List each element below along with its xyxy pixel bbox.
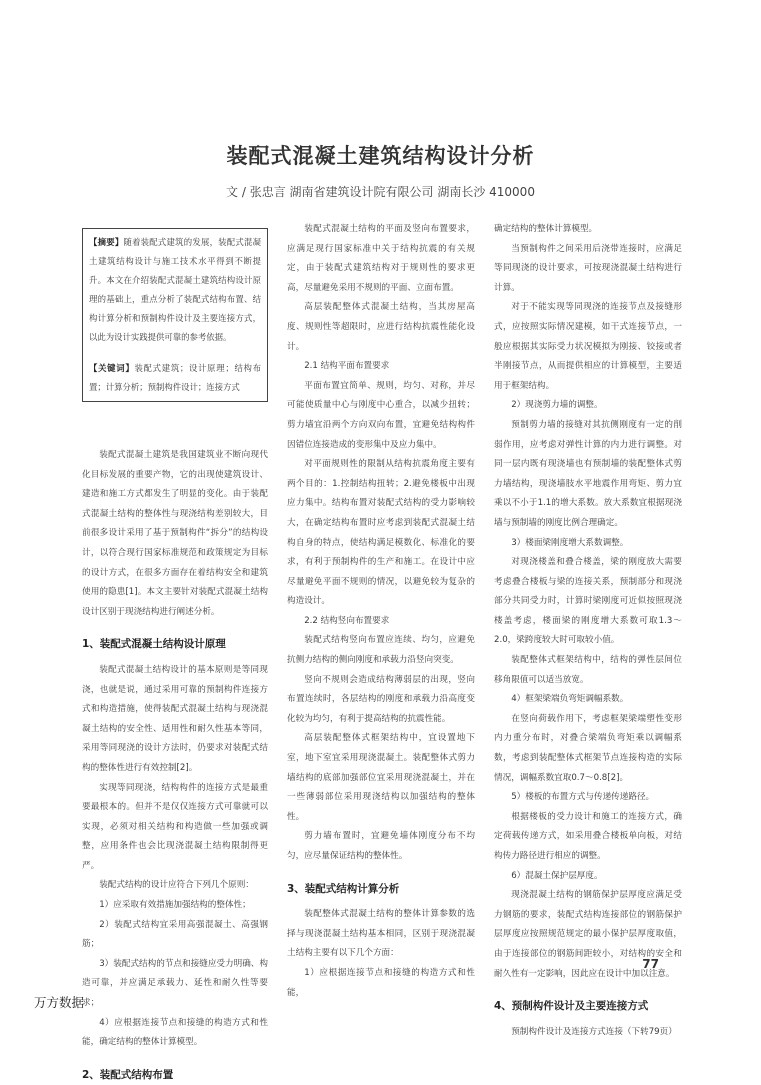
body-paragraph: 装配式结构的设计应符合下列几个原则： bbox=[99, 880, 254, 891]
list-item: 1）应采取有效措施加强结构的整体性； bbox=[99, 900, 251, 911]
body-paragraph: 高层装配整体式框架结构中，宜设置地下室，地下室宜采用现浇混凝土。装配整体式剪力墙结构的底部加强部位宜采用现浇混凝土，并在一些薄弱部位采用现浇结构以加强结构的整体性。 bbox=[287, 733, 475, 822]
list-item: 2）现浇剪力墙的调整。 bbox=[511, 400, 603, 411]
page-number: 77 bbox=[642, 957, 659, 971]
body-paragraph: 预制剪力墙的接缝对其抗侧刚度有一定的削弱作用，应考虑对弹性计算的内力进行调整。对同一层内既有现浇墙也有预制墙的装配整体式剪力墙结构，现浇墙肢水平地震作用弯矩、剪力宜乘以不小于1.1的增大系数。放大系数宜根据现浇墙与预制墙的刚度比例合理确定。 bbox=[494, 419, 682, 528]
abstract bbox=[89, 233, 261, 347]
body-paragraph: 装配式混凝土结构设计的基本原则是等同现浇，也就是说，通过采用可靠的预制构件连接方式和构造措施，使得装配式混凝土结构与现浇混凝土结构的安全性、适用性和耐久性基本等同，采用等同现浇的设计方法时，仍要求对装配式结构的整体性进行有效控制[2]。 bbox=[82, 664, 268, 773]
body-paragraph: 在竖向荷载作用下，考虑框架梁端塑性变形内力重分布时，对叠合梁端负弯矩乘以调幅系数，考虑到装配整体式框架节点连接构造的实际情况，调幅系数宜取0.7～0.8[2]。 bbox=[494, 713, 682, 783]
section-3-heading: 3、装配式结构计算分析 bbox=[287, 882, 400, 895]
subsection-heading: 2.1 结构平面布置要求 bbox=[304, 361, 390, 372]
body-paragraph: 高层装配整体式混凝土结构，当其房屋高度、规则性等超限时，应进行结构抗震性能化设计。 bbox=[287, 302, 475, 352]
author-byline: 文 / 张忠言 湖南省建筑设计院有限公司 湖南长沙 410000 bbox=[226, 185, 535, 199]
body-paragraph: 现浇混凝土结构的钢筋保护层厚度应满足受力钢筋的要求，装配式结构连接部位的钢筋保护层厚度应按照规范规定的最小保护层厚度取值，由于连接部位的钢筋间距较小，对结构的安全和耐久性有一定影响，因此应在设计中加以注意。 bbox=[494, 890, 682, 979]
keywords bbox=[89, 359, 261, 397]
section-4-heading: 4、预制构件设计及主要连接方式 bbox=[494, 1000, 649, 1013]
list-item: 6）混凝土保护层厚度。 bbox=[511, 870, 603, 881]
body-paragraph: 对现浇楼盖和叠合楼盖，梁的刚度放大需要考虑叠合楼板与梁的连接关系，预制部分和现浇部分共同受力时，计算时梁刚度可近似按照现浇楼盖考虑，楼面梁的刚度增大系数可取1.3～2.0，梁跨度较大时可取较小值。 bbox=[494, 557, 682, 646]
body-paragraph: 对平面规则性的限制从结构抗震角度主要有两个目的：1.控制结构扭转；2.避免楼板中出现应力集中。结构布置对装配式结构的受力影响较大，在确定结构布置时应考虑到装配式混凝土结构自身的特点，使结构满足模数化、标准化的要求，有利于预制构件的生产和施工。在设计中应尽量避免平面不规则的情况，以避免较为复杂的构造设计。 bbox=[287, 459, 475, 607]
abstract-label: 【摘要】 bbox=[89, 237, 124, 247]
list-item: 1）应根据连接节点和接缝的构造方式和性能， bbox=[287, 967, 475, 998]
body-paragraph: 剪力墙布置时，宜避免墙体刚度分布不均匀，应尽量保证结构的整体性。 bbox=[287, 831, 475, 861]
list-item: 5）楼板的布置方式与传递传递路径。 bbox=[511, 792, 655, 803]
source-watermark: 万方数据 bbox=[34, 995, 85, 1010]
body-paragraph: 装配整体式框架结构中，结构的弹性层间位移角限值可以适当放宽。 bbox=[494, 655, 682, 685]
column-1 bbox=[82, 220, 268, 1081]
body-paragraph: 预制构件设计及连接方式连接（下转79页） bbox=[511, 1026, 677, 1037]
list-item: 3）楼面梁刚度增大系数调整。 bbox=[511, 537, 629, 548]
list-item: 2）装配式结构宜采用高强混凝土、高强钢筋； bbox=[82, 919, 268, 950]
section-1-heading: 1、装配式混凝土结构设计原理 bbox=[82, 638, 226, 651]
body-paragraph: 确定结构的整体计算模型。 bbox=[494, 224, 598, 234]
list-item: 4）框架梁端负弯矩调幅系数。 bbox=[511, 694, 629, 705]
body-paragraph: 装配式结构竖向布置应连续、均匀，应避免抗侧力结构的侧向刚度和承载力沿竖向突变。 bbox=[287, 635, 475, 666]
body-paragraph: 平面布置宜简单、规则，均匀、对称，并尽可能使质量中心与刚度中心重合，以减少扭转；剪力墙宜沿两个方向双向布置，宜避免结构构件因错位连接造成的变形集中及应力集中。 bbox=[287, 380, 475, 450]
section-2-heading: 2、装配式结构布置 bbox=[82, 1068, 174, 1081]
article-title: 装配式混凝土建筑结构设计分析 bbox=[226, 144, 535, 168]
body-paragraph: 装配整体式混凝土结构的整体计算参数的选择与现浇混凝土结构基本相同，区别于现浇混凝土结构主要有以下几个方面： bbox=[287, 909, 475, 959]
body-paragraph: 装配式混凝土结构的平面及竖向布置要求，应满足现行国家标准中关于结构抗震的有关规定，由于装配式建筑结构对于规则性的要求更高，尽量避免采用不规则的平面、立面布置。 bbox=[287, 224, 475, 293]
abstract-text: 随着装配式建筑的发展，装配式混凝土建筑结构设计与施工技术水平得到不断提升。本文在介绍装配式混凝土建筑结构设计原理的基础上，重点分析了装配式结构布置、结构计算分析和预制构件设计及主要连接方式，以此为设计实践提供可靠的参考依据。 bbox=[89, 237, 262, 342]
abstract-box bbox=[82, 228, 268, 402]
intro-paragraph: 装配式混凝土建筑是我国建筑业不断向现代化目标发展的重要产物，它的出现使建筑设计、建造和施工方式都发生了明显的变化。由于装配式混凝土结构的整体性与现浇结构差别较大，目前很多设计采用了基于预制构件“拆分”的结构设计，以符合现行国家标准规范和政策规定为目标的设计方式，在很多方面存在着结构安全和建筑使用的隐患[1]。本文主要针对装配式混凝土结构设计区别于现浇结构进行阐述分析。 bbox=[82, 450, 268, 617]
column-2 bbox=[287, 220, 475, 998]
list-item: 4）应根据连接节点和接缝的构造方式和性能，确定结构的整体计算模型。 bbox=[82, 1017, 268, 1048]
body-paragraph: 对于不能实现等同现浇的连接节点及接缝形式，应按照实际情况建模，如干式连接节点，一般应根据其实际受力状况模拟为刚接、铰接或者半刚接节点，从而提供相应的计算模型，主要适用于框架结构。 bbox=[494, 302, 682, 391]
body-paragraph: 当预制构件之间采用后浇带连接时，应满足等同现浇的设计要求，可按现浇混凝土结构进行计算。 bbox=[494, 243, 682, 293]
body-paragraph: 竖向不规则会造成结构薄弱层的出现，竖向布置连续时，各层结构的刚度和承载力沿高度变化较为均匀，有利于提高结构的抗震性能。 bbox=[287, 674, 475, 724]
subsection-heading: 2.2 结构竖向布置要求 bbox=[304, 615, 390, 626]
keywords-text: 装配式建筑；设计原理；结构布置；计算分析；预制构件设计；连接方式 bbox=[89, 363, 262, 392]
list-item: 3）装配式结构的节点和接缝应受力明确、构造可靠，并应满足承载力、延性和耐久性等要求； bbox=[82, 958, 268, 1009]
body-paragraph: 根据楼板的受力设计和施工的连接方式，确定荷载传递方式，如采用叠合楼板单向板，对结构传力路径进行相应的调整。 bbox=[494, 811, 682, 861]
keywords-label: 【关键词】 bbox=[89, 363, 135, 373]
body-paragraph: 实现等同现浇，结构构件的连接方式是最重要最根本的。但并不是仅仅连接方式可靠就可以实现，必须对相关结构和构造做一些加强或调整，应用条件也会比现浇混凝土结构限制得更严。 bbox=[82, 782, 268, 871]
